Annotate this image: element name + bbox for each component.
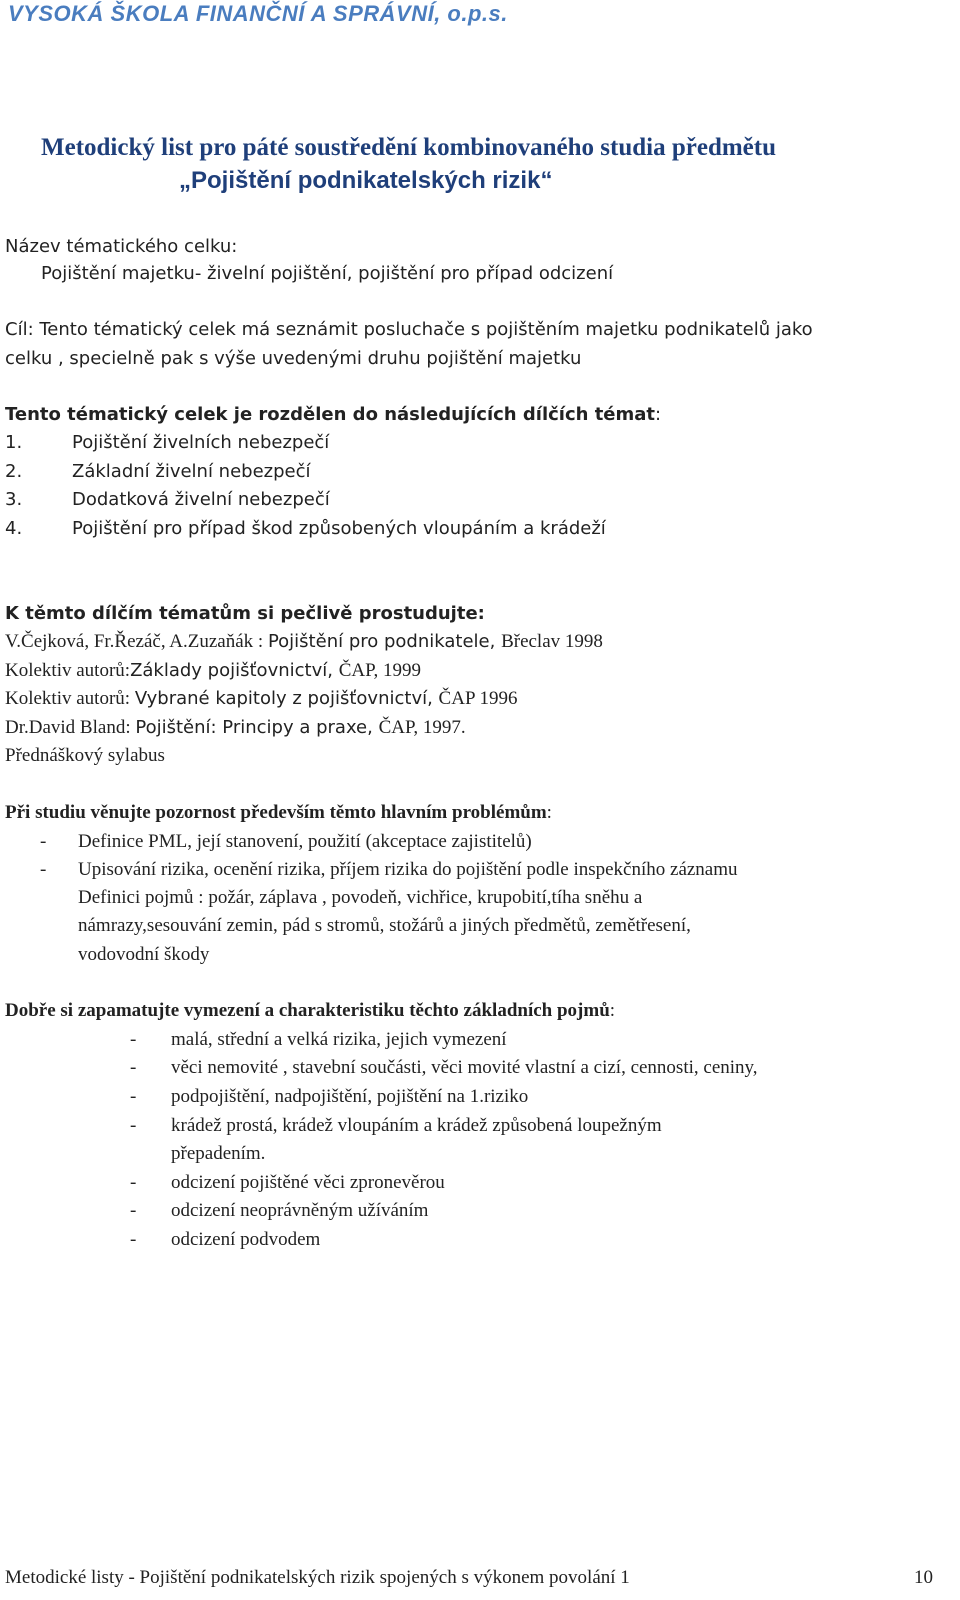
concepts-heading xyxy=(5,1000,615,1022)
literature-title: Vybrané kapitoly z pojišťovnictví, xyxy=(134,688,439,709)
dash-bullet: - xyxy=(130,1086,137,1107)
subtopic-number: 1. xyxy=(5,432,23,453)
concepts-heading-text: Dobře si zapamatujte vymezení a charakteristiku těchto základních pojmů xyxy=(5,1000,610,1021)
concept-item xyxy=(130,1029,507,1051)
subtopic-number: 2. xyxy=(5,461,23,482)
concepts-heading-colon: : xyxy=(609,1000,616,1021)
literature-item xyxy=(5,745,165,767)
topic-value: Pojištění majetku- živelní pojištění, pojištění pro případ odcizení xyxy=(41,263,614,284)
dash-bullet: - xyxy=(40,831,47,852)
problem-text: Upisování rizika, ocenění rizika, příjem rizika do pojištění podle inspekčního záznamu xyxy=(78,859,738,880)
dash-bullet: - xyxy=(130,1057,137,1078)
dash-bullet: - xyxy=(40,859,47,880)
problems-heading-text: Při studiu věnujte pozornost především těmto hlavním problémům xyxy=(5,802,547,823)
concept-item xyxy=(130,1200,428,1222)
concept-continuation: přepadením. xyxy=(171,1143,266,1164)
literature-authors: Kolektiv autorů: xyxy=(5,660,131,681)
problems-heading xyxy=(5,802,552,824)
subtopic-text: Pojištění živelních nebezpečí xyxy=(72,432,330,453)
concept-text: věci nemovité , stavební součásti, věci movité vlastní a cizí, cennosti, ceniny, xyxy=(171,1057,758,1078)
subtopic-text: Dodatková živelní nebezpečí xyxy=(72,489,330,510)
problem-item xyxy=(40,831,532,853)
concept-text: malá, střední a velká rizika, jejich vymezení xyxy=(171,1029,507,1050)
concept-item xyxy=(130,1229,320,1251)
school-header: VYSOKÁ ŠKOLA FINANČNÍ A SPRÁVNÍ, o.p.s. xyxy=(8,1,508,26)
dash-bullet: - xyxy=(130,1200,137,1221)
problem-continuation: Definici pojmů : požár, záplava , povodeň, vichřice, krupobití,tíha sněhu a xyxy=(78,887,643,908)
literature-authors: Přednáškový sylabus xyxy=(5,745,165,766)
document-title: Metodický list pro páté soustředění kombinovaného studia předmětu xyxy=(41,134,777,161)
dash-bullet: - xyxy=(130,1029,137,1050)
dash-bullet: - xyxy=(130,1172,137,1193)
subtopic-text: Pojištění pro případ škod způsobených vloupáním a krádeží xyxy=(72,518,606,539)
subtopics-heading-colon: : xyxy=(655,404,662,425)
concept-text: odcizení neoprávněným užíváním xyxy=(171,1200,429,1221)
problem-item xyxy=(40,859,738,881)
literature-title: Pojištění: Principy a praxe, xyxy=(135,717,379,738)
concept-item xyxy=(130,1057,758,1079)
concept-item xyxy=(130,1172,445,1194)
subtopic-text: Základní živelní nebezpečí xyxy=(72,461,311,482)
concept-item xyxy=(130,1115,662,1137)
literature-item xyxy=(5,631,603,653)
subtopic-item xyxy=(5,518,606,539)
concept-text: odcizení podvodem xyxy=(171,1229,321,1250)
concept-text: podpojištění, nadpojištění, pojištění na 1.riziko xyxy=(171,1086,529,1107)
page-footer: Metodické listy - Pojištění podnikatelských rizik spojených s výkonem povolání 1 xyxy=(5,1567,630,1588)
literature-authors: Dr.David Bland: xyxy=(5,717,136,738)
concept-text: krádež prostá, krádež vloupáním a krádež způsobená loupežným xyxy=(171,1115,662,1136)
literature-publisher: Břeclav 1998 xyxy=(501,631,603,652)
literature-publisher: ČAP 1996 xyxy=(438,688,518,709)
literature-item xyxy=(5,660,421,682)
concept-text: odcizení pojištěné věci zpronevěrou xyxy=(171,1172,445,1193)
problems-heading-colon: : xyxy=(546,802,552,823)
subtopics-heading xyxy=(5,404,661,425)
literature-heading: K těmto dílčím tématům si pečlivě prostudujte: xyxy=(5,603,485,624)
concept-item xyxy=(130,1086,528,1108)
problem-continuation: námrazy,sesouvání zemin, pád s stromů, stožárů a jiných předmětů, zemětřesení, xyxy=(78,915,691,936)
literature-publisher: ČAP, 1999 xyxy=(338,660,422,681)
literature-authors: Kolektiv autorů: xyxy=(5,688,135,709)
literature-item xyxy=(5,717,466,739)
subtopic-item xyxy=(5,461,311,482)
literature-item xyxy=(5,688,518,710)
dash-bullet: - xyxy=(130,1115,137,1136)
subtopic-item xyxy=(5,432,329,453)
subtopic-number: 3. xyxy=(5,489,23,510)
literature-title: Základy pojišťovnictví, xyxy=(130,660,339,681)
course-title: „Pojištění podnikatelských rizik“ xyxy=(179,167,553,194)
dash-bullet: - xyxy=(130,1229,137,1250)
literature-authors: V.Čejková, Fr.Řezáč, A.Zuzaňák : xyxy=(5,631,268,652)
problem-text: Definice PML, její stanovení, použití (akceptace zajistitelů) xyxy=(78,831,532,852)
goal-line-2: celku , specielně pak s výše uvedenými druhu pojištění majetku xyxy=(5,348,582,369)
goal-line-1: Cíl: Tento tématický celek má seznámit posluchače s pojištěním majetku podnikatelů jako xyxy=(5,319,813,340)
subtopic-item xyxy=(5,489,330,510)
problem-continuation: vodovodní škody xyxy=(78,944,210,965)
subtopics-heading-text: Tento tématický celek je rozdělen do následujících dílčích témat xyxy=(5,404,656,425)
page-number: 10 xyxy=(914,1567,933,1588)
literature-publisher: ČAP, 1997. xyxy=(378,717,466,738)
subtopic-number: 4. xyxy=(5,518,23,539)
literature-title: Pojištění pro podnikatele, xyxy=(267,631,502,652)
topic-label: Název tématického celku: xyxy=(5,236,238,257)
